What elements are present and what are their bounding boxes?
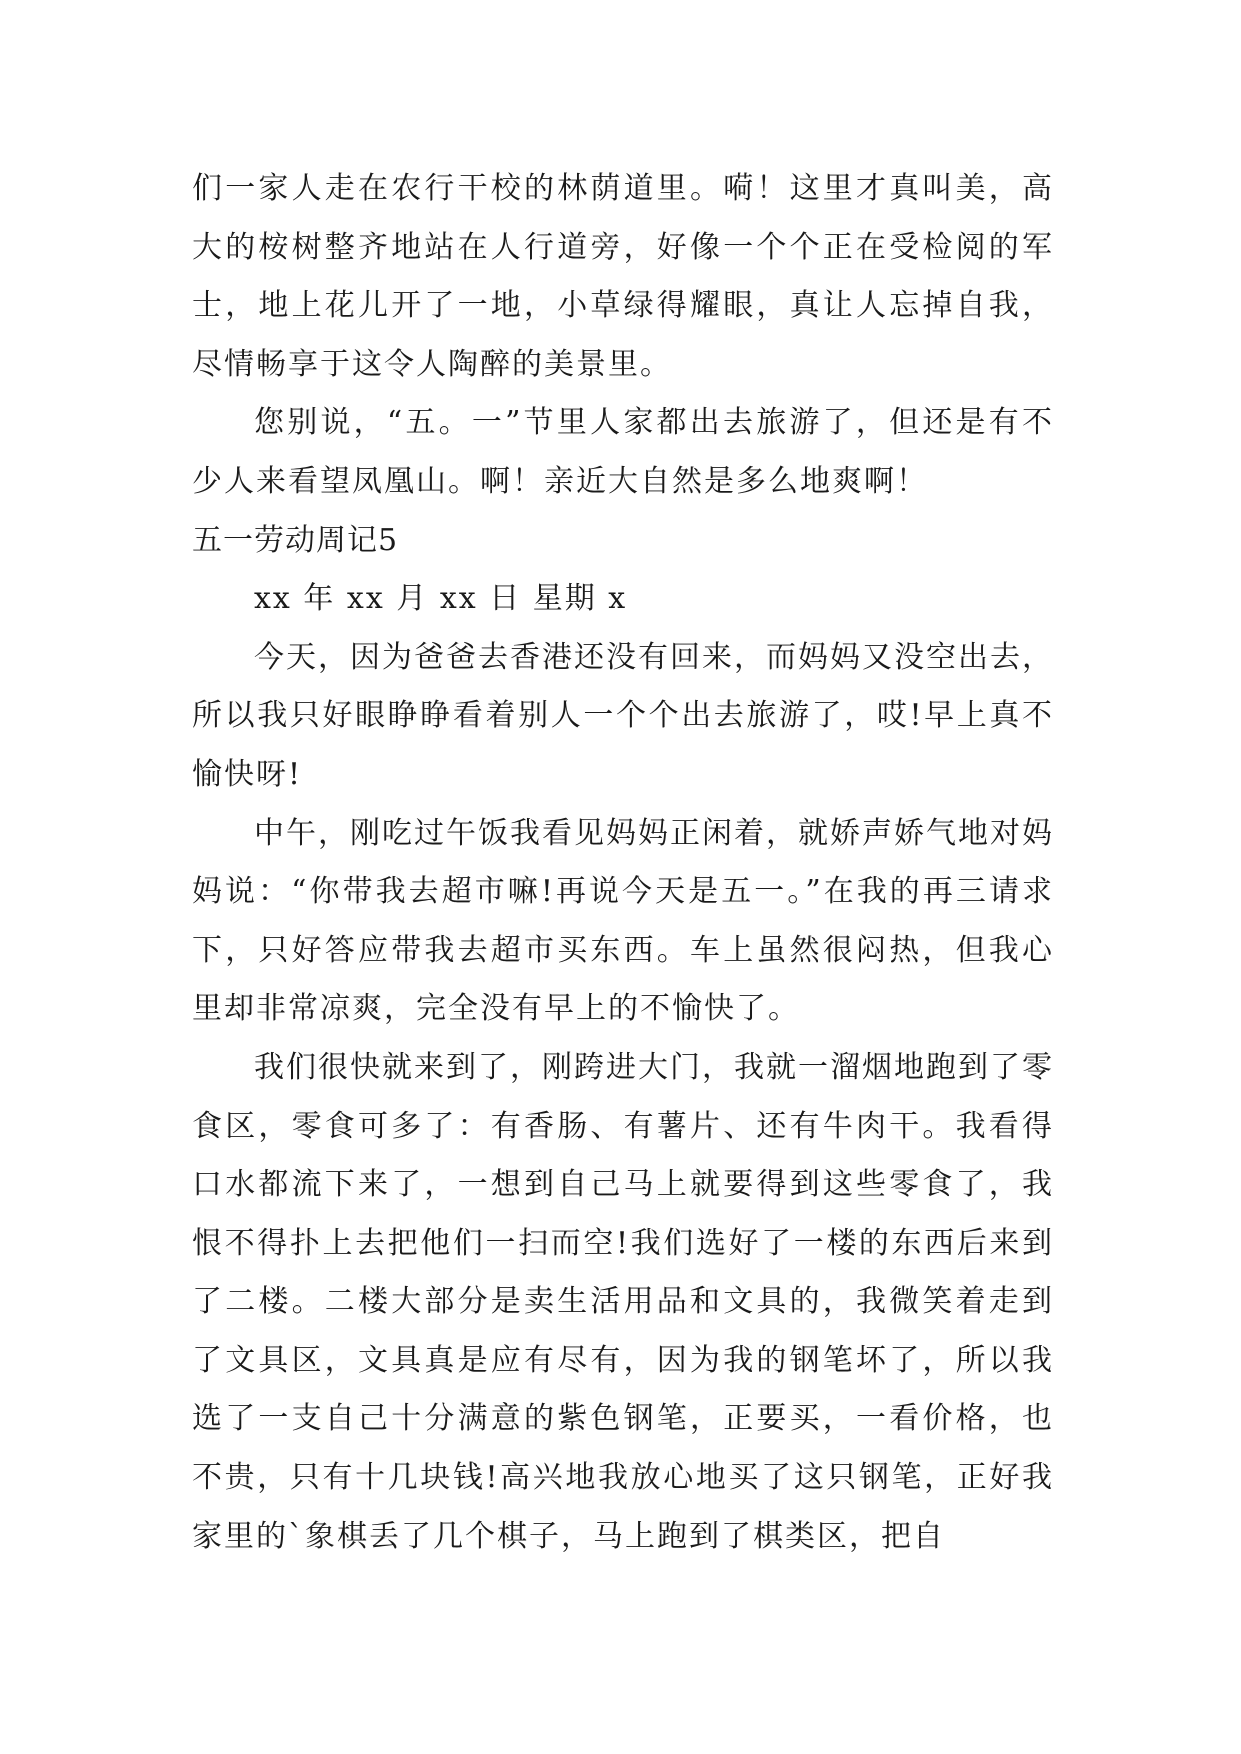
paragraph-5: 我们很快就来到了，刚跨进大门，我就一溜烟地跑到了零食区，零食可多了：有香肠、有薯片、还有牛肉干。我看得口水都流下来了，一想到自己马上就要得到这些零食了，我恨不得扑上去把他们一扫而空!我们选好了一楼的东西后来到了二楼。二楼大部分是卖生活用品和文具的，我微笑着走到了文具区，文具真是应有尽有，因为我的钢笔坏了，所以我选了一支自己十分满意的紫色钢笔，正要买，一看价格，也不贵，只有十几块钱!高兴地我放心地买了这只钢笔，正好我家里的`象棋丢了几个棋子，马上跑到了棋类区，把自 [192, 1049, 1054, 1554]
paragraph-1: 们一家人走在农行干校的林荫道里。嗬！这里才真叫美，高大的桉树整齐地站在人行道旁，好像一个个正在受检阅的军士，地上花儿开了一地，小草绿得耀眼，真让人忘掉自我，尽情畅享于这令人陶醉的美景里。 [192, 171, 1054, 382]
paragraph-2: 您别说，“五。一”节里人家都出去旅游了，但还是有不少人来看望凤凰山。啊！亲近大自然是多么地爽啊！ [192, 405, 1054, 499]
section-title: 五一劳动周记5 [192, 522, 399, 558]
date-line: xx 年 xx 月 xx 日 星期 x [254, 581, 628, 617]
paragraph-4: 中午，刚吃过午饭我看见妈妈正闲着，就娇声娇气地对妈妈说：“你带我去超市嘛!再说今天是五一。”在我的再三请求下，只好答应带我去超市买东西。车上虽然很闷热，但我心里却非常凉爽，完全没有早上的不愉快了。 [192, 815, 1054, 1027]
paragraph-3: 今天，因为爸爸去香港还没有回来，而妈妈又没空出去，所以我只好眼睁睁看着别人一个个出去旅游了，哎!早上真不愉快呀! [192, 639, 1054, 792]
document-page [192, 160, 1054, 1566]
